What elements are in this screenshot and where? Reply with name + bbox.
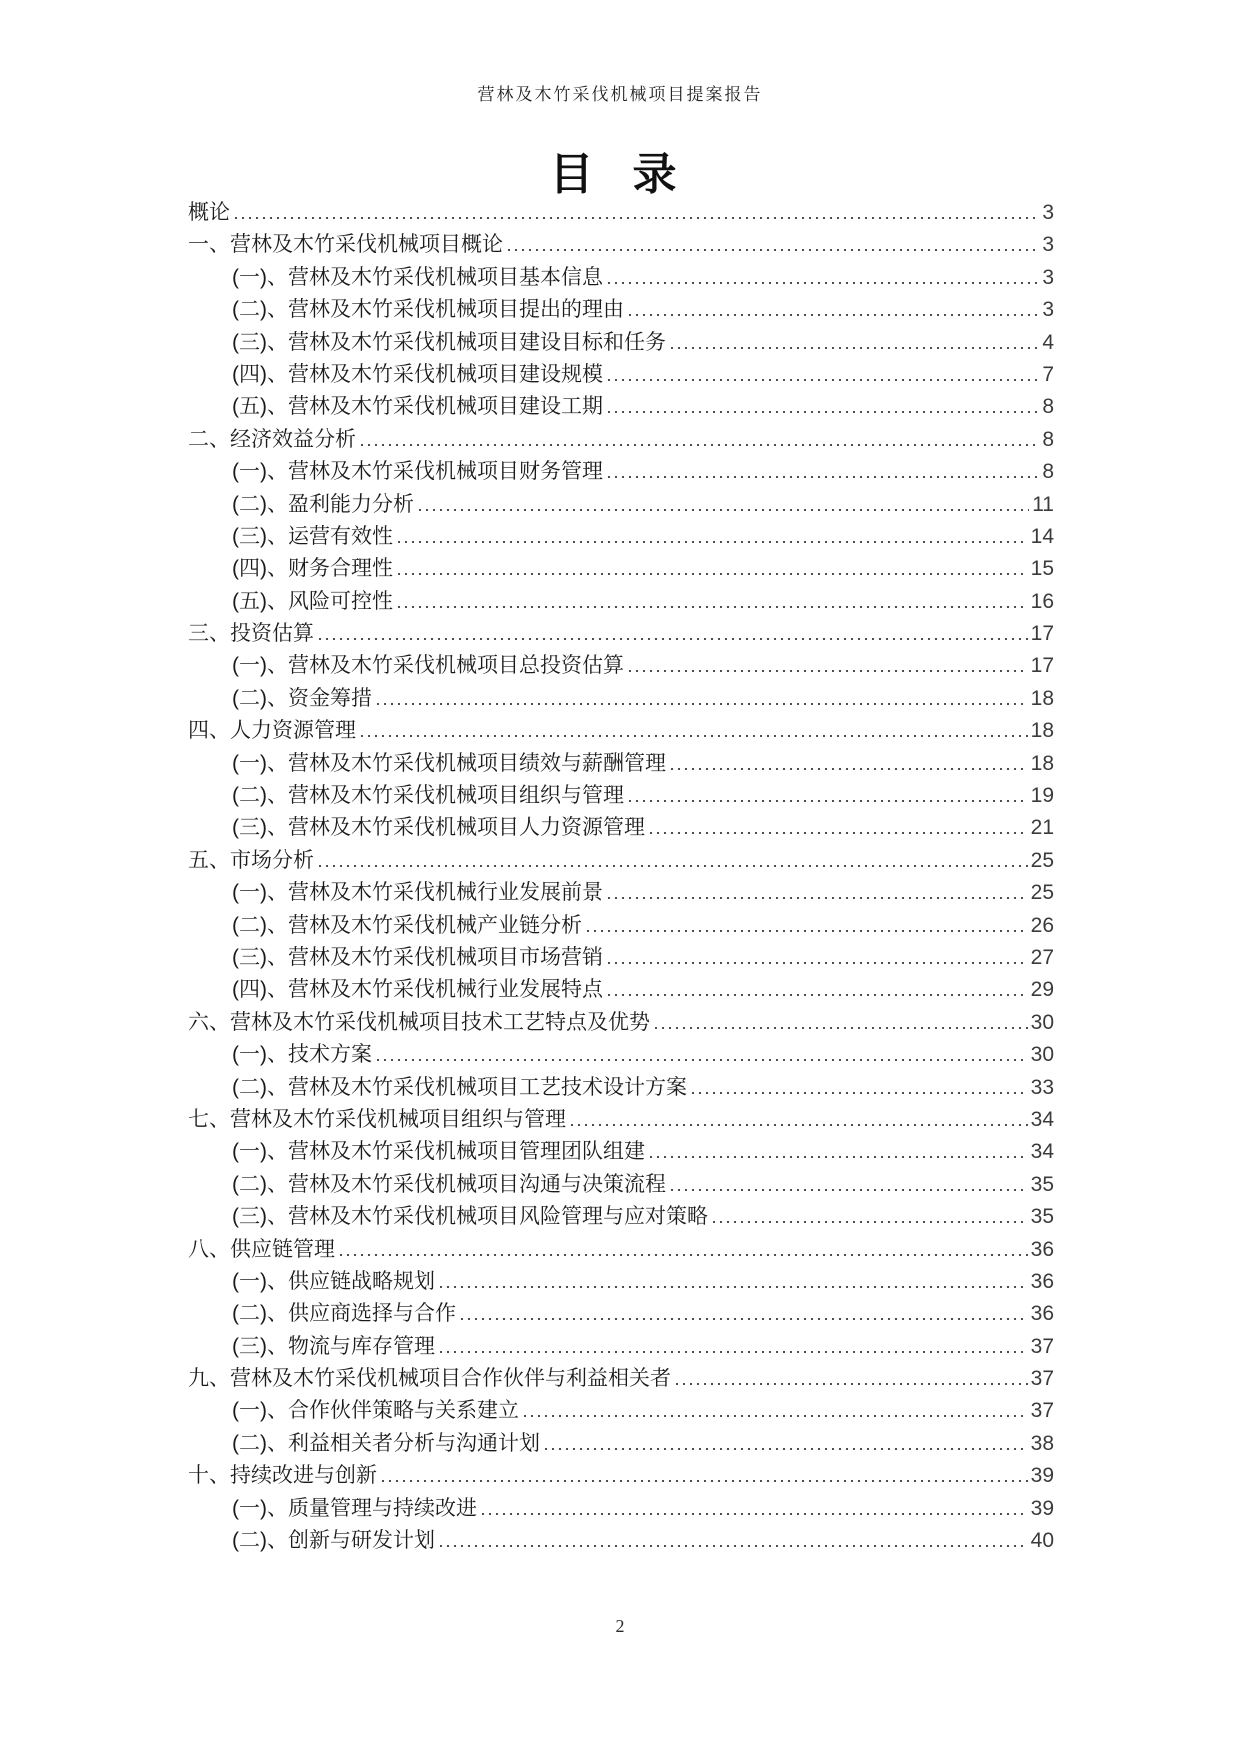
toc-dot-leader [440,1350,1028,1353]
toc-entry-text: (二)、营林及木竹采伐机械项目沟通与决策流程 [232,1172,666,1196]
toc-entry-text: (一)、技术方案 [232,1043,372,1067]
toc-entry-text: (三)、营林及木竹采伐机械项目建设目标和任务 [232,330,666,354]
toc-dot-leader [608,475,1039,478]
toc-page-number: 30 [1030,1043,1054,1067]
toc-page-number: 16 [1030,589,1054,613]
toc-entry-text: (一)、营林及木竹采伐机械行业发展前景 [232,881,603,905]
toc-row[interactable] [188,748,1054,780]
toc-page-number: 4 [1042,330,1054,354]
toc-row[interactable] [188,1169,1054,1201]
toc-page-number: 18 [1030,686,1054,710]
toc-dot-leader [571,1123,1028,1126]
toc-dot-leader [419,508,1029,511]
toc-page-number: 18 [1030,751,1054,775]
toc-dot-leader [650,1155,1028,1158]
toc-page-number: 15 [1030,557,1054,581]
toc-page-number: 30 [1030,1010,1054,1034]
toc-page-number: 8 [1042,460,1054,484]
toc-row[interactable] [188,1363,1054,1395]
toc-page-number: 19 [1030,784,1054,808]
toc-entry-text: (四)、营林及木竹采伐机械行业发展特点 [232,978,603,1002]
toc-row[interactable] [188,424,1054,456]
toc-entry-text: 一、营林及木竹采伐机械项目概论 [188,233,503,257]
toc-dot-leader [629,799,1028,802]
toc-entry-text: (五)、风险可控性 [232,589,393,613]
toc-dot-leader [440,1285,1028,1288]
toc-entry-text: (一)、营林及木竹采伐机械项目财务管理 [232,460,603,484]
toc-dot-leader [398,605,1028,608]
toc-page-number: 38 [1030,1431,1054,1455]
toc-page-number: 36 [1030,1302,1054,1326]
toc-dot-leader [361,734,1028,737]
toc-entry-text: 七、营林及木竹采伐机械项目组织与管理 [188,1107,566,1131]
toc-dot-leader [361,443,1039,446]
toc-entry-text: (三)、营林及木竹采伐机械项目市场营销 [232,945,603,969]
toc-entry-text: (二)、供应商选择与合作 [232,1302,456,1326]
toc-row[interactable] [188,715,1054,747]
toc-page-number: 11 [1032,492,1054,516]
toc-page-number: 37 [1030,1399,1054,1423]
toc-row[interactable] [188,1039,1054,1071]
toc-dot-leader [461,1317,1028,1320]
toc-dot-leader [377,702,1028,705]
toc-row[interactable] [188,1104,1054,1136]
toc-entry-text: 四、人力资源管理 [188,719,356,743]
toc-dot-leader [440,1544,1028,1547]
toc-page-number: 17 [1030,622,1054,646]
toc-entry-text: (二)、营林及木竹采伐机械项目工艺技术设计方案 [232,1075,687,1099]
toc-entry-text: (三)、营林及木竹采伐机械项目人力资源管理 [232,816,645,840]
toc-row[interactable] [188,877,1054,909]
toc-page-number: 37 [1030,1367,1054,1391]
toc-row[interactable] [188,1428,1054,1460]
toc-entry-text: (四)、营林及木竹采伐机械项目建设规模 [232,362,603,386]
toc-page-number: 34 [1030,1107,1054,1131]
toc-row[interactable] [188,1234,1054,1266]
toc-row[interactable] [188,1072,1054,1104]
toc-row[interactable] [188,1136,1054,1168]
toc-row[interactable] [188,521,1054,553]
table-of-contents [188,197,1054,1557]
toc-entry-text: (二)、营林及木竹采伐机械项目提出的理由 [232,298,624,322]
toc-entry-text: (四)、财务合理性 [232,557,393,581]
toc-dot-leader [629,313,1039,316]
toc-row[interactable] [188,294,1054,326]
toc-row[interactable] [188,942,1054,974]
toc-page-number: 36 [1030,1269,1054,1293]
toc-dot-leader [377,1058,1028,1061]
toc-entry-text: 八、供应链管理 [188,1237,335,1261]
toc-entry-text: 十、持续改进与创新 [188,1464,377,1488]
toc-dot-leader [676,1382,1028,1385]
toc-entry-text: (一)、营林及木竹采伐机械项目管理团队组建 [232,1140,645,1164]
toc-row[interactable] [188,327,1054,359]
toc-row[interactable] [188,553,1054,585]
toc-row[interactable] [188,845,1054,877]
toc-page-number: 8 [1042,427,1054,451]
toc-page-number: 7 [1042,362,1054,386]
toc-dot-leader [608,410,1039,413]
toc-page-number: 25 [1030,881,1054,905]
toc-page-number: 3 [1042,201,1054,224]
toc-page-number: 36 [1030,1237,1054,1261]
toc-entry-text: (一)、营林及木竹采伐机械项目总投资估算 [232,654,624,678]
toc-dot-leader [235,216,1039,219]
toc-page-number: 35 [1030,1172,1054,1196]
toc-entry-text: 五、市场分析 [188,848,314,872]
toc-page-number: 25 [1030,848,1054,872]
toc-entry-text: 九、营林及木竹采伐机械项目合作伙伴与利益相关者 [188,1367,671,1391]
toc-row[interactable] [188,618,1054,650]
toc-dot-leader [545,1447,1028,1450]
toc-row[interactable] [188,456,1054,488]
toc-entry-text: (二)、资金筹措 [232,686,372,710]
toc-row[interactable] [188,1007,1054,1039]
toc-page-number: 39 [1030,1464,1054,1488]
toc-dot-leader [629,669,1028,672]
toc-dot-leader [482,1512,1028,1515]
toc-dot-leader [340,1253,1028,1256]
toc-entry-text: (二)、营林及木竹采伐机械项目组织与管理 [232,784,624,808]
toc-page-number: 17 [1030,654,1054,678]
toc-page-number: 26 [1030,913,1054,937]
toc-page-number: 8 [1042,395,1054,419]
toc-dot-leader [608,281,1039,284]
toc-dot-leader [587,929,1028,932]
toc-row[interactable] [188,1395,1054,1427]
toc-page-number: 3 [1042,265,1054,289]
toc-dot-leader [692,1091,1028,1094]
toc-dot-leader [508,248,1039,251]
toc-row[interactable] [188,262,1054,294]
toc-dot-leader [671,767,1028,770]
toc-title: 目 录 [549,150,691,199]
toc-row[interactable] [188,1298,1054,1330]
toc-row[interactable] [188,489,1054,521]
toc-dot-leader [398,540,1028,543]
toc-entry-text: 三、投资估算 [188,622,314,646]
toc-entry-text: (一)、营林及木竹采伐机械项目基本信息 [232,265,603,289]
toc-dot-leader [608,896,1028,899]
toc-row[interactable] [188,780,1054,812]
toc-page-number: 14 [1030,524,1054,548]
toc-entry-text: (二)、创新与研发计划 [232,1529,435,1553]
toc-page-number: 18 [1030,719,1054,743]
toc-row[interactable] [188,812,1054,844]
toc-entry-text: 概论 [188,201,230,224]
toc-dot-leader [382,1479,1028,1482]
toc-page-number: 40 [1030,1529,1054,1553]
toc-dot-leader [608,378,1039,381]
toc-entry-text: (三)、运营有效性 [232,524,393,548]
toc-entry-text: 二、经济效益分析 [188,427,356,451]
toc-entry-text: (一)、营林及木竹采伐机械项目绩效与薪酬管理 [232,751,666,775]
toc-entry-text: (二)、盈利能力分析 [232,492,414,516]
toc-row[interactable] [188,391,1054,423]
toc-row[interactable] [188,1266,1054,1298]
page-number: 2 [615,1616,625,1636]
toc-row[interactable] [188,229,1054,261]
toc-entry-text: (三)、营林及木竹采伐机械项目风险管理与应对策略 [232,1205,708,1229]
toc-row[interactable] [188,1201,1054,1233]
toc-dot-leader [319,864,1028,867]
toc-row[interactable] [188,1525,1054,1557]
toc-row[interactable] [188,586,1054,618]
toc-page-number: 3 [1042,233,1054,257]
toc-row[interactable] [188,197,1054,229]
toc-row[interactable] [188,1460,1054,1492]
toc-row[interactable] [188,359,1054,391]
toc-page-number: 29 [1030,978,1054,1002]
toc-dot-leader [671,1188,1028,1191]
toc-entry-text: (二)、营林及木竹采伐机械产业链分析 [232,913,582,937]
toc-page-number: 39 [1030,1496,1054,1520]
toc-dot-leader [713,1220,1028,1223]
toc-dot-leader [608,993,1028,996]
toc-dot-leader [655,1026,1028,1029]
toc-page-number: 21 [1030,816,1054,840]
toc-page-number: 37 [1030,1334,1054,1358]
toc-row[interactable] [188,974,1054,1006]
toc-dot-leader [608,961,1028,964]
toc-entry-text: (一)、供应链战略规划 [232,1269,435,1293]
toc-dot-leader [524,1414,1028,1417]
toc-row[interactable] [188,910,1054,942]
toc-entry-text: (一)、合作伙伴策略与关系建立 [232,1399,519,1423]
document-header-title: 营林及木竹采伐机械项目提案报告 [477,85,763,104]
toc-entry-text: (三)、物流与库存管理 [232,1334,435,1358]
toc-entry-text: (一)、质量管理与持续改进 [232,1496,477,1520]
toc-dot-leader [671,346,1039,349]
toc-dot-leader [650,831,1028,834]
toc-row[interactable] [188,1331,1054,1363]
toc-page-number: 3 [1042,298,1054,322]
toc-entry-text: (五)、营林及木竹采伐机械项目建设工期 [232,395,603,419]
toc-row[interactable] [188,683,1054,715]
toc-page-number: 27 [1030,945,1054,969]
toc-dot-leader [319,637,1028,640]
toc-page-number: 35 [1030,1205,1054,1229]
toc-entry-text: (二)、利益相关者分析与沟通计划 [232,1431,540,1455]
toc-row[interactable] [188,650,1054,682]
toc-row[interactable] [188,1493,1054,1525]
toc-entry-text: 六、营林及木竹采伐机械项目技术工艺特点及优势 [188,1010,650,1034]
toc-page-number: 33 [1030,1075,1054,1099]
toc-dot-leader [398,572,1028,575]
toc-page-number: 34 [1030,1140,1054,1164]
